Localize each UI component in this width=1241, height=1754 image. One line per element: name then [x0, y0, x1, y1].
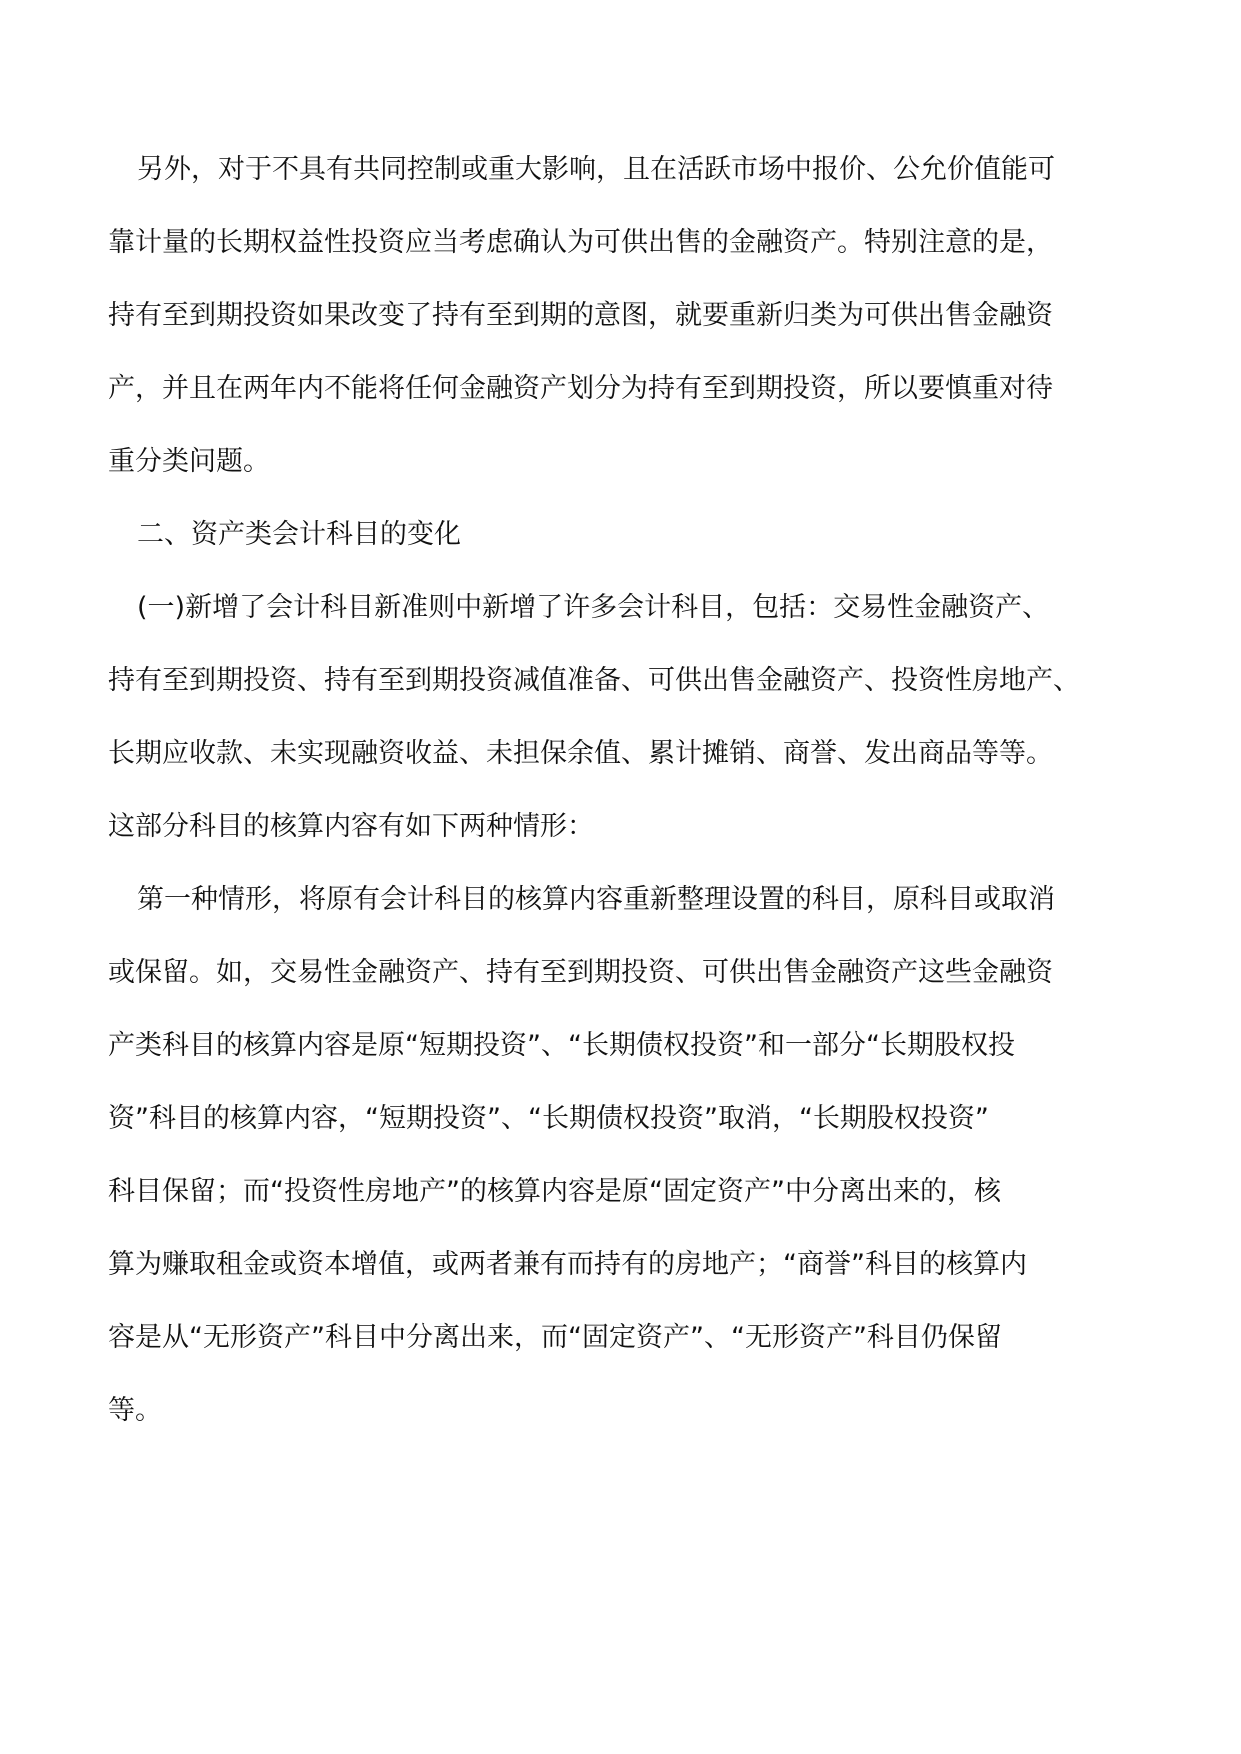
section-heading: 二、资产类会计科目的变化: [137, 519, 461, 550]
paragraph-1-line-3: 持有至到期投资如果改变了持有至到期的意图，就要重新归类为可供出售金融资: [108, 300, 1053, 331]
paragraph-3-line-1: 第一种情形，将原有会计科目的核算内容重新整理设置的科目，原科目或取消: [137, 884, 1055, 915]
paragraph-2-line-3: 长期应收款、未实现融资收益、未担保余值、累计摊销、商誉、发出商品等等。: [108, 738, 1053, 769]
paragraph-2-line-2: 持有至到期投资、持有至到期投资减值准备、可供出售金融资产、投资性房地产、: [108, 665, 1080, 696]
paragraph-3-line-7: 容是从“无形资产”科目中分离出来，而“固定资产”、“无形资产”科目仍保留: [108, 1322, 1002, 1353]
paragraph-1-line-4: 产，并且在两年内不能将任何金融资产划分为持有至到期投资，所以要慎重对待: [108, 373, 1053, 404]
paragraph-2-line-1: (一)新增了会计科目新准则中新增了许多会计科目，包括：交易性金融资产、: [137, 592, 1050, 623]
paragraph-3-line-6: 算为赚取租金或资本增值，或两者兼有而持有的房地产；“商誉”科目的核算内: [108, 1249, 1027, 1280]
paragraph-3-line-8: 等。: [108, 1395, 162, 1426]
paragraph-1-line-1: 另外，对于不具有共同控制或重大影响，且在活跃市场中报价、公允价值能可: [137, 154, 1055, 185]
paragraph-1-line-2: 靠计量的长期权益性投资应当考虑确认为可供出售的金融资产。特别注意的是，: [108, 227, 1053, 258]
paragraph-3-line-3: 产类科目的核算内容是原“短期投资”、“长期债权投资”和一部分“长期股权投: [108, 1030, 1015, 1061]
paragraph-3-line-2: 或保留。如，交易性金融资产、持有至到期投资、可供出售金融资产这些金融资: [108, 957, 1053, 988]
paragraph-2-line-4: 这部分科目的核算内容有如下两种情形：: [108, 811, 594, 842]
paragraph-3-line-4: 资”科目的核算内容，“短期投资”、“长期债权投资”取消，“长期股权投资”: [108, 1103, 989, 1134]
paragraph-1-line-5: 重分类问题。: [108, 446, 270, 477]
paragraph-3-line-5: 科目保留；而“投资性房地产”的核算内容是原“固定资产”中分离出来的，核: [108, 1176, 1001, 1207]
